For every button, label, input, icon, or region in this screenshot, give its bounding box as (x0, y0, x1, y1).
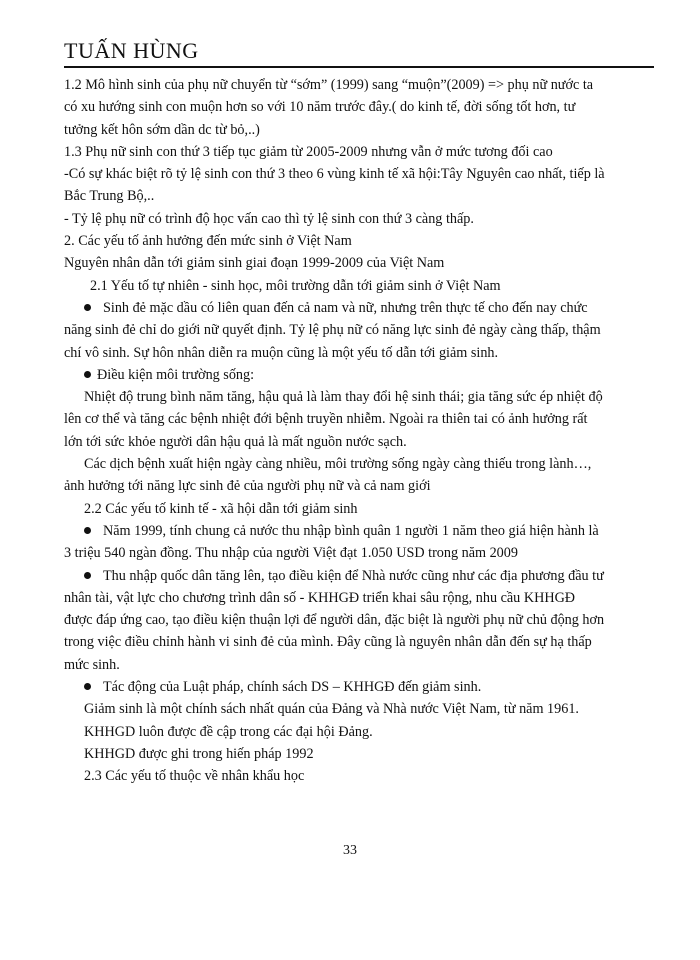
subsection-heading: 2.1 Yếu tố tự nhiên - sinh học, môi trường dẫn tới giảm sinh ở Việt Nam (90, 277, 501, 294)
text-line: Giảm sinh là một chính sách nhất quán của Đảng và Nhà nước Việt Nam, từ năm 1961. (84, 701, 579, 718)
text-line: Nguyên nhân dẫn tới giảm sinh giai đoạn 1999-2009 của Việt Nam (64, 255, 445, 272)
text-line: Bắc Trung Bộ,.. (64, 188, 155, 205)
bullet-icon (84, 527, 91, 534)
text-line: trong việc điều chỉnh hành vi sinh đẻ của mình. Đây cũng là nguyên nhân dẫn đến sự hạ thấp (64, 634, 592, 651)
bullet-icon (84, 304, 91, 311)
bullet-item (64, 364, 656, 386)
text-line: nhân tài, vật lực cho chương trình dân số - KHHGĐ triển khai sâu rộng, nhu cầu KHHGĐ (64, 589, 576, 606)
bullet-text: Sinh đẻ mặc dầu có liên quan đến cả nam và nữ, nhưng trên thực tế cho đến nay chức (103, 299, 588, 316)
page-header (64, 38, 654, 68)
text-line: năng sinh đẻ chỉ do giới nữ quyết định. Tỷ lệ phụ nữ có năng lực sinh đẻ ngày càng thấp, thậm (64, 322, 601, 339)
bullet-icon (84, 572, 91, 579)
bullet-text: Tác động của Luật pháp, chính sách DS – KHHGĐ đến giảm sinh. (103, 679, 482, 696)
text-line: tưởng kết hôn sớm dần dc từ bỏ,..) (64, 121, 260, 138)
page-number: 33 (343, 843, 357, 858)
section-heading: 2. Các yếu tố ảnh hưởng đến mức sinh ở Việt Nam (64, 233, 352, 250)
bullet-item (64, 297, 656, 319)
text-line: 1.3 Phụ nữ sinh con thứ 3 tiếp tục giảm từ 2005-2009 nhưng vẫn ở mức tương đối cao (64, 143, 553, 160)
text-line: có xu hướng sinh con muộn hơn so với 10 năm trước đây.( do kinh tế, đời sống tốt hơn, tư (64, 99, 576, 116)
text-line: KHHGD luôn được đề cập trong các đại hội Đảng. (84, 723, 373, 740)
text-line: lớn tới sức khỏe người dân hậu quả là mất nguồn nước sạch. (64, 433, 407, 450)
text-line: lên cơ thể và tăng các bệnh nhiệt đới bệnh truyền nhiễm. Ngoài ra thiên tai có ảnh hưởng rất (64, 411, 588, 428)
header-title: TUẤN HÙNG (64, 38, 199, 63)
text-line: KHHGD được ghi trong hiến pháp 1992 (84, 745, 314, 762)
bullet-item (64, 520, 656, 542)
bullet-item (64, 565, 656, 587)
bullet-text: Điều kiện môi trường sống: (97, 366, 255, 383)
text-line: mức sinh. (64, 656, 120, 673)
text-line: được đáp ứng cao, tạo điều kiện thuận lợi để người dân, đặc biệt là người phụ nữ chủ động hơn (64, 612, 605, 629)
text-line: - Tỷ lệ phụ nữ có trình độ học vấn cao thì tỷ lệ sinh con thứ 3 càng thấp. (64, 210, 474, 227)
text-line: ảnh hưởng tới năng lực sinh đẻ của người phụ nữ và cả nam giới (64, 478, 431, 495)
text-line: 3 triệu 540 ngàn đồng. Thu nhập của người Việt đạt 1.050 USD trong năm 2009 (64, 545, 518, 562)
bullet-icon (84, 371, 91, 378)
text-line: Nhiệt độ trung bình năm tăng, hậu quả là làm thay đổi hệ sinh thái; gia tăng sức ép nhiệt độ (84, 389, 603, 406)
bullet-icon (84, 683, 91, 690)
document-body (64, 74, 656, 788)
subsection-heading: 2.2 Các yếu tố kinh tế - xã hội dẫn tới giảm sinh (84, 500, 358, 517)
text-line: chí vô sinh. Sự hôn nhân diễn ra muộn cũng là một yếu tố dẫn tới giảm sinh. (64, 344, 499, 361)
text-line: -Có sự khác biệt rõ tỷ lệ sinh con thứ 3 theo 6 vùng kinh tế xã hội:Tây Nguyên cao nhất, tiếp là (64, 166, 605, 183)
bullet-item (64, 676, 656, 698)
bullet-text: Năm 1999, tính chung cả nước thu nhập bình quân 1 người 1 năm theo giá hiện hành là (103, 522, 599, 539)
subsection-heading: 2.3 Các yếu tố thuộc về nhân khẩu học (84, 768, 305, 785)
text-line: Các dịch bệnh xuất hiện ngày càng nhiều, môi trường sống ngày càng thiếu trong lành…, (84, 456, 592, 473)
bullet-text: Thu nhập quốc dân tăng lên, tạo điều kiện để Nhà nước cũng như các địa phương đầu tư (103, 567, 604, 584)
text-line: 1.2 Mô hình sinh của phụ nữ chuyển từ “sớm” (1999) sang “muộn”(2009) => phụ nữ nước ta (64, 77, 594, 93)
